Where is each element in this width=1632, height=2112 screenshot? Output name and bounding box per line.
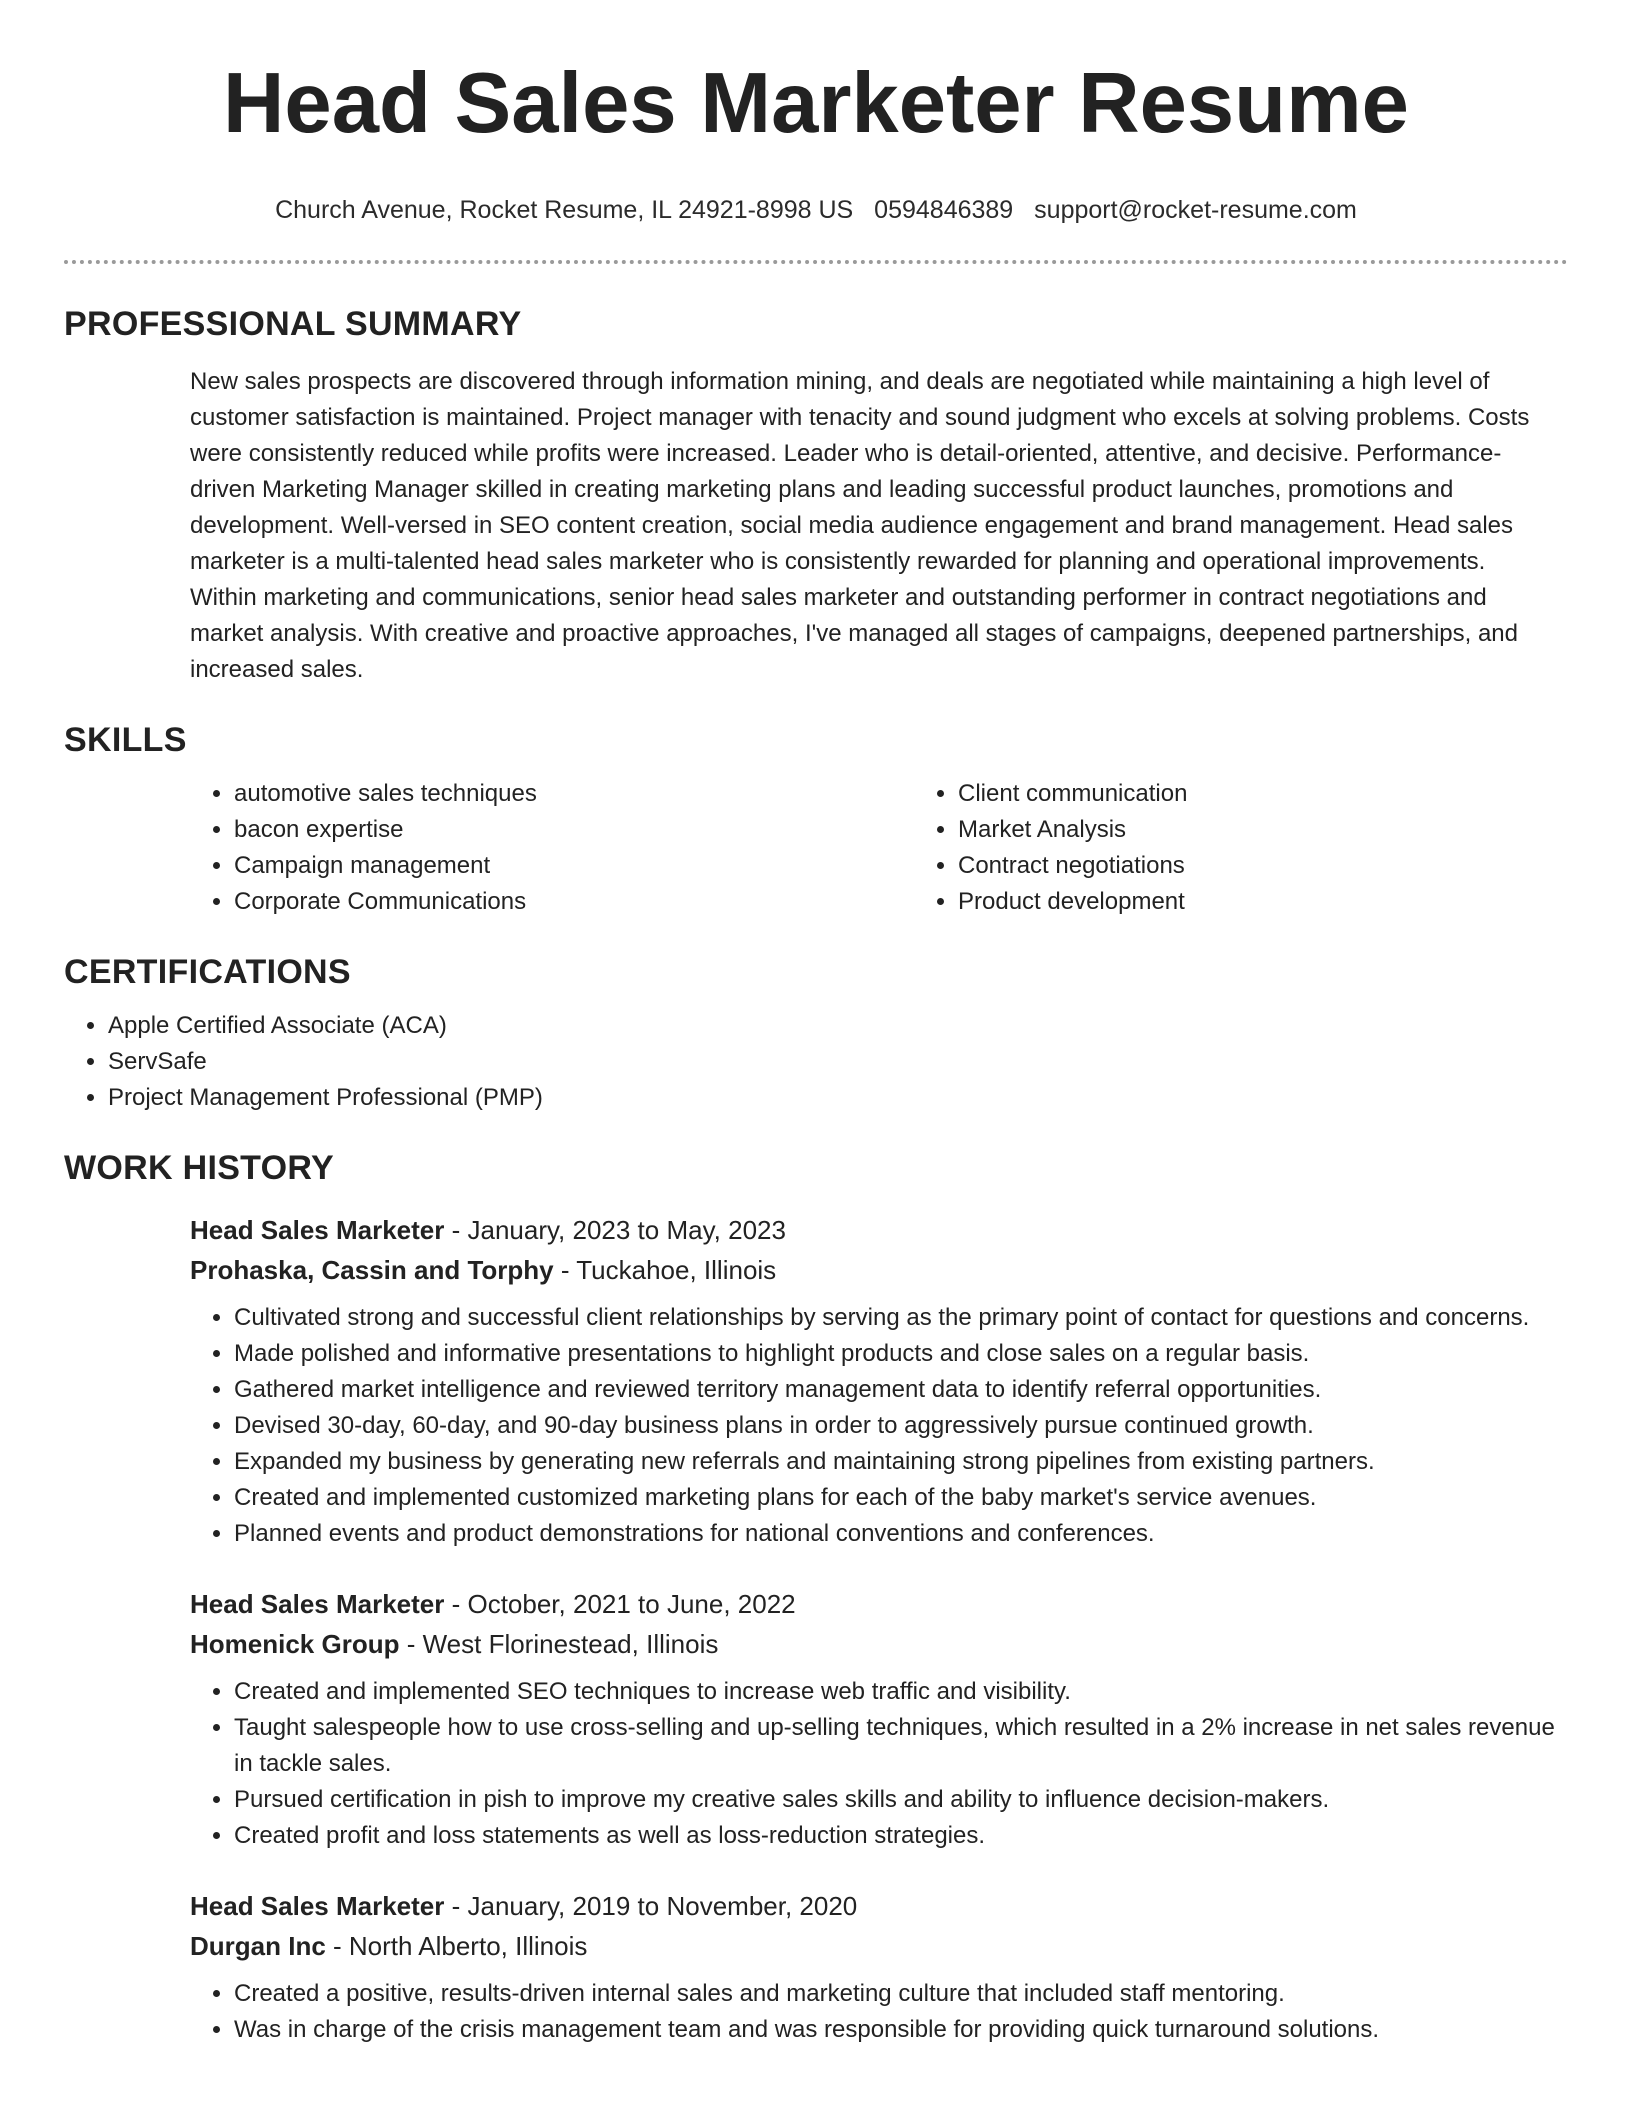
job-title-line [190,1210,1568,1250]
skills-section [64,718,1568,920]
job-location: - North Alberto, Illinois [325,1931,588,1961]
skill-item: • bacon expertise [234,812,914,848]
job-company: Durgan Inc [190,1931,326,1961]
page-title: Head Sales Marketer Resume [223,56,1409,151]
skills-grid [64,762,1568,920]
job-title: Head Sales Marketer [190,1891,445,1921]
contact-phone: 0594846389 [874,196,1014,224]
job-bullet: • Created and implemented SEO techniques to increase web traffic and visibility. [234,1674,1568,1710]
job-bullet: • Was in charge of the crisis management team and was responsible for providing quick turnaround solutions. [234,2012,1568,2048]
job-company: Homenick Group [190,1629,400,1659]
job-bullet: • Devised 30-day, 60-day, and 90-day business plans in order to aggressively pursue continued growth. [234,1408,1568,1444]
skills-heading: SKILLS [64,721,187,759]
job-bullet: • Planned events and product demonstrations for national conventions and conferences. [234,1516,1568,1552]
job-company-line [190,1250,1568,1290]
job-entry [64,1584,1568,1854]
job-title-line [190,1886,1568,1926]
contact-line [64,194,1568,226]
skill-item: • Market Analysis [958,812,1632,848]
work-history-heading: WORK HISTORY [64,1149,334,1187]
job-bullet: • Pursued certification in pish to improve my creative sales skills and ability to influence decision-makers. [234,1782,1568,1818]
skill-item: • automotive sales techniques [234,776,914,812]
skill-item: • Campaign management [234,848,914,884]
job-dates: - January, 2023 to May, 2023 [444,1215,786,1245]
skill-item: • Contract negotiations [958,848,1632,884]
job-bullet: • Created a positive, results-driven internal sales and marketing culture that included staff mentoring. [234,1976,1568,2012]
job-bullet: • Cultivated strong and successful client relationships by serving as the primary point of contact for questions and concerns. [234,1300,1568,1336]
work-history-section [64,1146,1568,2048]
job-bullets [190,1976,1568,2048]
job-bullet: • Expanded my business by generating new referrals and maintaining strong pipelines from existing partners. [234,1444,1568,1480]
certifications-list [64,1008,1568,1116]
certification-item: • ServSafe [108,1044,1568,1080]
job-company-line [190,1926,1568,1966]
summary-section [64,302,1568,688]
job-bullet: • Made polished and informative presentations to highlight products and close sales on a regular basis. [234,1336,1568,1372]
job-location: - Tuckahoe, Illinois [553,1255,777,1285]
job-bullet: • Created profit and loss statements as well as loss-reduction strategies. [234,1818,1568,1854]
job-bullet: • Created and implemented customized marketing plans for each of the baby market's service avenues. [234,1480,1568,1516]
contact-email: support@rocket-resume.com [1034,196,1357,224]
job-bullets [190,1300,1568,1552]
job-bullets [190,1674,1568,1854]
job-dates: - January, 2019 to November, 2020 [444,1891,858,1921]
job-location: - West Florinestead, Illinois [399,1629,719,1659]
job-title: Head Sales Marketer [190,1589,445,1619]
job-bullet: • Taught salespeople how to use cross-selling and up-selling techniques, which resulted in a 2% increase in net sales revenue in tackle sales. [234,1710,1568,1782]
summary-text: New sales prospects are discovered through information mining, and deals are negotiated while maintaining a high level of customer satisfaction is maintained. Project manager with tenacity and sound judgment who excels at solving problems. Costs were consistently reduced while profits were increased. Leader who is detail-oriented, attentive, and decisive. Performance-driven Marketing Manager skilled in creating marketing plans and leading successful product launches, promotions and development. Well-versed in SEO content creation, social media audience engagement and brand management. Head sales marketer is a multi-talented head sales marketer who is consistently rewarded for planning and operational improvements. Within marketing and communications, senior head sales marketer and outstanding performer in contract negotiations and market analysis. With creative and proactive approaches, I've managed all stages of campaigns, deepened partnerships, and increased sales. [190,368,1530,683]
certification-item: • Project Management Professional (PMP) [108,1080,1568,1116]
certifications-section [64,950,1568,1116]
summary-heading: PROFESSIONAL SUMMARY [64,305,522,343]
skill-item: • Product development [958,884,1632,920]
job-company: Prohaska, Cassin and Torphy [190,1255,554,1285]
job-title-line [190,1584,1568,1624]
contact-address: Church Avenue, Rocket Resume, IL 24921-8998 US [275,196,854,224]
skill-item: • Corporate Communications [234,884,914,920]
header-divider [64,260,1568,264]
job-bullet: • Gathered market intelligence and reviewed territory management data to identify referral opportunities. [234,1372,1568,1408]
skill-item: • Client communication [958,776,1632,812]
job-company-line [190,1624,1568,1664]
job-title: Head Sales Marketer [190,1215,445,1245]
job-entry [64,1886,1568,2048]
skills-list-right [914,776,1632,920]
job-entry [64,1210,1568,1552]
skills-list-left [190,776,914,920]
certifications-heading: CERTIFICATIONS [64,953,351,991]
certification-item: • Apple Certified Associate (ACA) [108,1008,1568,1044]
job-dates: - October, 2021 to June, 2022 [444,1589,796,1619]
